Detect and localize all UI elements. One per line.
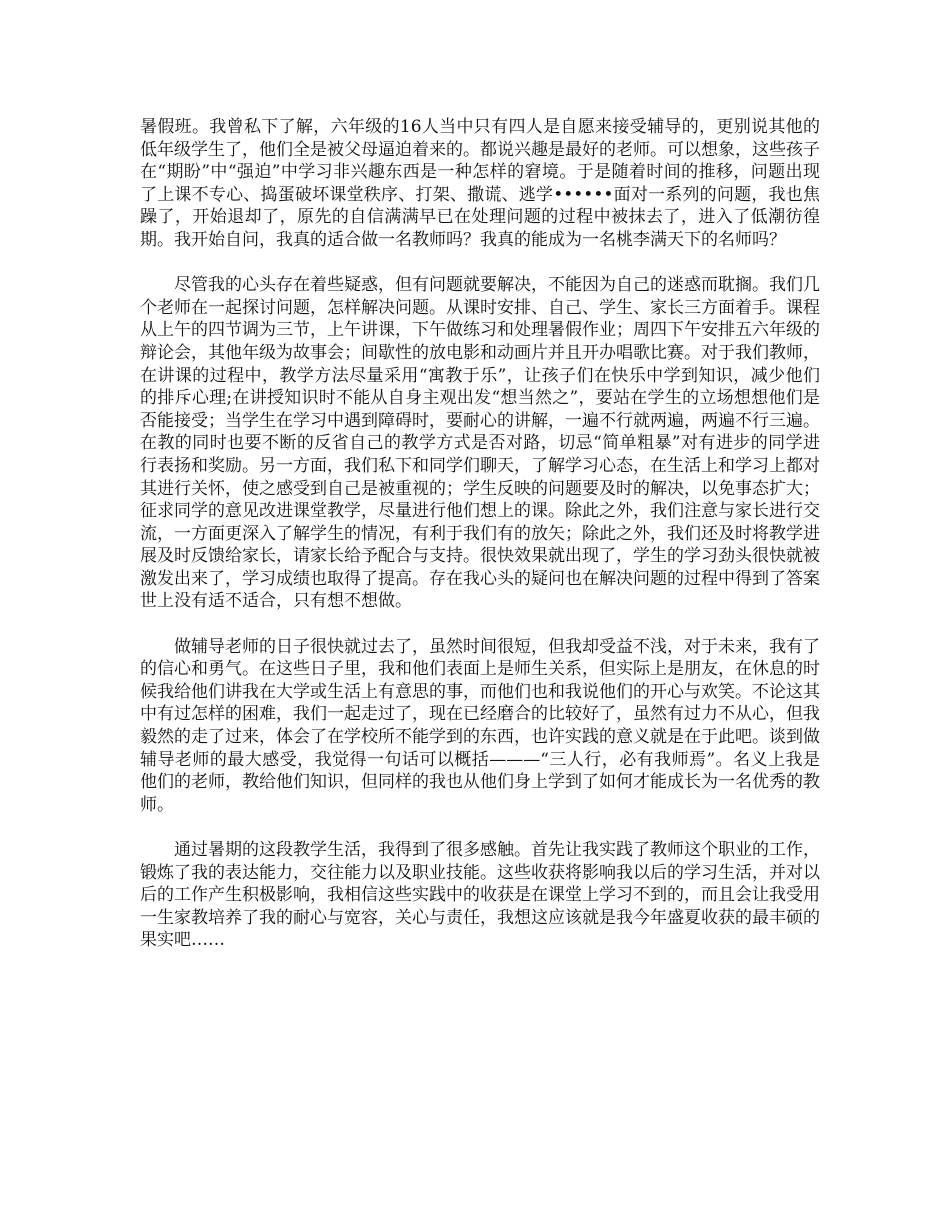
paragraph-spacer bbox=[140, 613, 820, 636]
paragraph-spacer bbox=[140, 816, 820, 839]
paragraph-1: 暑假班。我曾私下了解，六年级的16人当中只有四人是自愿来接受辅导的，更别说其他的低年级学生了，他们全是被父母逼迫着来的。都说兴趣是最好的老师。可以想象，这些孩子在“期盼”中“强迫”中学习非兴趣东西是一种怎样的窘境。于是随着时间的推移，问题出现了上课不专心、捣蛋破坏课堂秩序、打架、撒谎、逃学••••••面对一系列的问题，我也焦躁了，开始退却了，原先的自信满满早已在处理问题的过程中被抹去了，进入了低潮彷徨期。我开始自问，我真的适合做一名教师吗？我真的能成为一名桃李满天下的名师吗？ bbox=[140, 117, 820, 250]
paragraph-2: 尽管我的心头存在着些疑惑，但有问题就要解决，不能因为自己的迷惑而耽搁。我们几个老师在一起探讨问题，怎样解决问题。从课时安排、自己、学生、家长三方面着手。课程从上午的四节调为三节，上午讲课，下午做练习和处理暑假作业；周四下午安排五六年级的辩论会，其他年级为故事会；间歇性的放电影和动画片并且开办唱歌比赛。对于我们教师，在讲课的过程中，教学方法尽量采用“寓教于乐”，让孩子们在快乐中学到知识，减少他们的排斥心理;在讲授知识时不能从自身主观出发“想当然之”，要站在学生的立场想想他们是否能接受；当学生在学习中遇到障碍时，要耐心的讲解，一遍不行就两遍，两遍不行三遍。在教的同时也要不断的反省自己的教学方式是否对路，切忌“简单粗暴”对有进步的同学进行表扬和奖励。另一方面，我们私下和同学们聊天，了解学习心态，在生活上和学习上都对其进行关怀，使之感受到自己是被重视的；学生反映的问题要及时的解决，以免事态扩大；征求同学的意见改进课堂教学，尽量进行他们想上的课。除此之外，我们注意与家长进行交流，一方面更深入了解学生的情况，有利于我们有的放矢；除此之外，我们还及时将教学进展及时反馈给家长，请家长给予配合与支持。很快效果就出现了，学生的学习劲头很快就被激发出来了，学习成绩也取得了提高。存在我心头的疑问也在解决问题的过程中得到了答案世上没有适不适合，只有想不想做。 bbox=[140, 275, 820, 612]
document-page bbox=[140, 116, 820, 952]
paragraph-3: 做辅导老师的日子很快就过去了，虽然时间很短，但我却受益不浅，对于未来，我有了的信心和勇气。在这些日子里，我和他们表面上是师生关系，但实际上是朋友，在休息的时候我给他们讲我在大学或生活上有意思的事，而他们也和我说他们的开心与欢笑。不论这其中有过怎样的困难，我们一起走过了，现在已经磨合的比较好了，虽然有过力不从心，但我毅然的走了过来，体会了在学校所不能学到的东西，也许实践的意义就是在于此吧。谈到做辅导老师的最大感受，我觉得一句话可以概括———“三人行，必有我师焉”。名义上我是他们的老师，教给他们知识，但同样的我也从他们身上学到了如何才能成长为一名优秀的教师。 bbox=[140, 636, 820, 815]
paragraph-4: 通过暑期的这段教学生活，我得到了很多感触。首先让我实践了教师这个职业的工作，锻炼了我的表达能力，交往能力以及职业技能。这些收获将影响我以后的学习生活，并对以后的工作产生积极影响，我相信这些实践中的收获是在课堂上学习不到的，而且会让我受用一生家教培养了我的耐心与宽容，关心与责任，我想这应该就是我今年盛夏收获的最丰硕的果实吧…… bbox=[140, 840, 820, 951]
paragraph-spacer bbox=[140, 252, 820, 275]
